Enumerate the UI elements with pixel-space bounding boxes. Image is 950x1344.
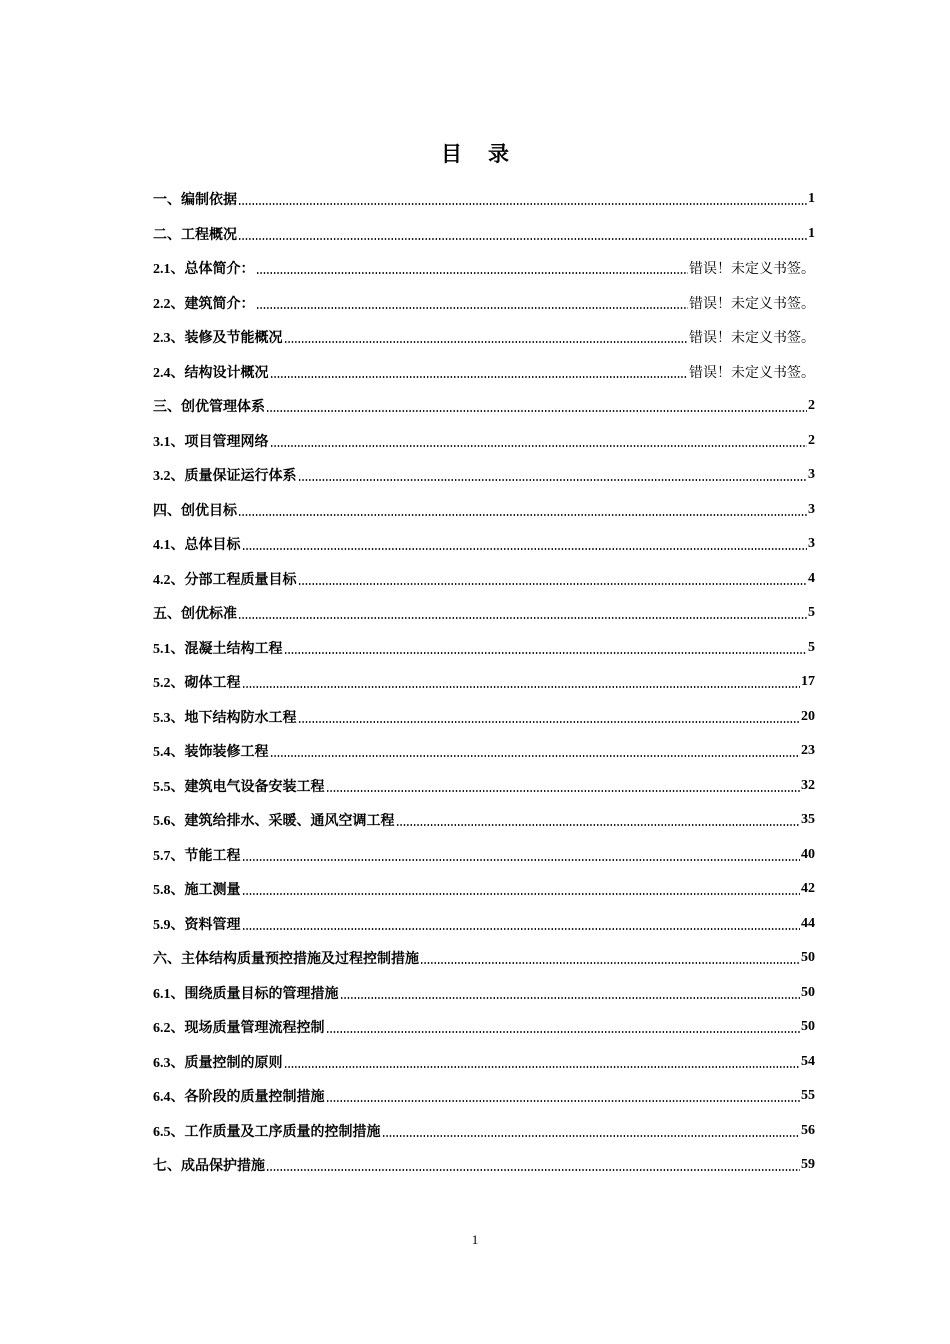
toc-dot-leader xyxy=(326,1031,801,1033)
toc-dot-leader xyxy=(270,376,689,378)
toc-entry-label: 4.1、总体目标 xyxy=(153,538,241,554)
toc-entry-page: 5 xyxy=(808,639,815,655)
toc-entry-label: 5.2、砌体工程 xyxy=(153,676,241,692)
toc-dot-leader xyxy=(242,859,801,861)
toc-entry-label: 5.9、资料管理 xyxy=(153,917,241,933)
toc-dot-leader xyxy=(270,445,808,447)
toc-entry-label: 5.1、混凝土结构工程 xyxy=(153,641,283,657)
toc-entry[interactable] xyxy=(153,700,815,735)
toc-dot-leader xyxy=(266,410,807,412)
toc-entry-page: 55 xyxy=(801,1088,815,1104)
toc-entry-bookmark-error: 错误！未定义书签。 xyxy=(689,365,815,381)
toc-entry-label: 3.2、质量保证运行体系 xyxy=(153,469,297,485)
toc-entry[interactable] xyxy=(153,907,815,942)
toc-entry-page: 42 xyxy=(801,881,815,897)
toc-entry-page: 50 xyxy=(801,1019,815,1035)
toc-entry-page: 4 xyxy=(808,570,815,586)
toc-entry[interactable] xyxy=(153,458,815,493)
toc-entry-label: 六、主体结构质量预控措施及过程控制措施 xyxy=(153,952,419,968)
toc-entry-label: 5.6、建筑给排水、采暖、通风空调工程 xyxy=(153,814,395,830)
toc-entry-page: 2 xyxy=(808,432,815,448)
toc-entry[interactable] xyxy=(153,527,815,562)
toc-entry[interactable] xyxy=(153,182,815,217)
toc-entry[interactable] xyxy=(153,320,815,355)
toc-dot-leader xyxy=(242,928,801,930)
toc-entry-label: 4.2、分部工程质量目标 xyxy=(153,572,297,588)
toc-entry-bookmark-error: 错误！未定义书签。 xyxy=(689,262,815,278)
toc-dot-leader xyxy=(266,1169,800,1171)
toc-dot-leader xyxy=(298,479,808,481)
toc-entry-label: 四、创优目标 xyxy=(153,503,237,519)
toc-entry[interactable] xyxy=(153,1010,815,1045)
toc-entry-label: 6.1、围绕质量目标的管理措施 xyxy=(153,986,339,1002)
toc-entry-label: 5.3、地下结构防水工程 xyxy=(153,710,297,726)
toc-entry[interactable] xyxy=(153,217,815,252)
toc-entry[interactable] xyxy=(153,1045,815,1080)
toc-entry[interactable] xyxy=(153,1148,815,1183)
toc-entry-label: 6.5、工作质量及工序质量的控制措施 xyxy=(153,1124,381,1140)
toc-entry-label: 2.4、结构设计概况 xyxy=(153,365,269,381)
toc-dot-leader xyxy=(242,548,808,550)
toc-entry[interactable] xyxy=(153,493,815,528)
toc-entry-label: 2.2、建筑简介： xyxy=(153,296,255,312)
toc-entry-page: 5 xyxy=(808,605,815,621)
toc-entry[interactable] xyxy=(153,355,815,390)
toc-dot-leader xyxy=(284,341,689,343)
page-number: 1 xyxy=(471,1232,479,1247)
toc-entry-label: 6.2、现场质量管理流程控制 xyxy=(153,1021,325,1037)
toc-entry-page: 3 xyxy=(808,501,815,517)
toc-entry-bookmark-error: 错误！未定义书签。 xyxy=(689,296,815,312)
toc-dot-leader xyxy=(298,583,808,585)
page-title: 目录 xyxy=(441,142,535,166)
toc-entry[interactable] xyxy=(153,803,815,838)
toc-dot-leader xyxy=(238,238,807,240)
toc-dot-leader xyxy=(256,272,689,274)
toc-entry-page: 2 xyxy=(808,398,815,414)
toc-entry[interactable] xyxy=(153,286,815,321)
toc-entry[interactable] xyxy=(153,838,815,873)
toc-entry[interactable] xyxy=(153,596,815,631)
toc-entry-page: 32 xyxy=(801,777,815,793)
toc-entry[interactable] xyxy=(153,562,815,597)
toc-entry-page: 44 xyxy=(801,915,815,931)
table-of-contents xyxy=(153,182,815,1183)
toc-dot-leader xyxy=(284,652,808,654)
toc-entry-label: 七、成品保护措施 xyxy=(153,1159,265,1175)
toc-entry[interactable] xyxy=(153,769,815,804)
toc-dot-leader xyxy=(340,997,801,999)
toc-entry[interactable] xyxy=(153,734,815,769)
toc-entry-label: 五、创优标准 xyxy=(153,607,237,623)
toc-entry-page: 17 xyxy=(801,674,815,690)
toc-entry-page: 50 xyxy=(801,984,815,1000)
toc-dot-leader xyxy=(298,721,801,723)
toc-entry-label: 三、创优管理体系 xyxy=(153,400,265,416)
toc-dot-leader xyxy=(256,307,689,309)
toc-entry-label: 5.5、建筑电气设备安装工程 xyxy=(153,779,325,795)
toc-entry[interactable] xyxy=(153,251,815,286)
toc-dot-leader xyxy=(242,686,801,688)
toc-entry[interactable] xyxy=(153,976,815,1011)
toc-dot-leader xyxy=(238,514,807,516)
toc-dot-leader xyxy=(326,1100,801,1102)
toc-entry[interactable] xyxy=(153,665,815,700)
toc-entry-label: 一、编制依据 xyxy=(153,193,237,209)
toc-entry-page: 20 xyxy=(801,708,815,724)
toc-dot-leader xyxy=(238,203,807,205)
toc-dot-leader xyxy=(242,893,801,895)
toc-entry-page: 50 xyxy=(801,950,815,966)
toc-entry-page: 54 xyxy=(801,1053,815,1069)
toc-entry-label: 2.3、装修及节能概况 xyxy=(153,331,283,347)
toc-entry-page: 3 xyxy=(808,536,815,552)
toc-entry-bookmark-error: 错误！未定义书签。 xyxy=(689,331,815,347)
toc-entry[interactable] xyxy=(153,872,815,907)
toc-entry[interactable] xyxy=(153,631,815,666)
toc-dot-leader xyxy=(396,824,801,826)
toc-entry[interactable] xyxy=(153,424,815,459)
toc-entry-page: 40 xyxy=(801,846,815,862)
toc-entry-page: 59 xyxy=(801,1157,815,1173)
toc-dot-leader xyxy=(284,1066,801,1068)
toc-dot-leader xyxy=(238,617,807,619)
toc-entry-label: 3.1、项目管理网络 xyxy=(153,434,269,450)
toc-entry-label: 6.3、质量控制的原则 xyxy=(153,1055,283,1071)
toc-entry-page: 1 xyxy=(808,191,815,207)
toc-entry-label: 5.4、装饰装修工程 xyxy=(153,745,269,761)
toc-entry-label: 2.1、总体简介： xyxy=(153,262,255,278)
toc-dot-leader xyxy=(326,790,801,792)
toc-entry[interactable] xyxy=(153,1079,815,1114)
toc-entry-page: 56 xyxy=(801,1122,815,1138)
toc-entry[interactable] xyxy=(153,389,815,424)
toc-dot-leader xyxy=(382,1135,801,1137)
toc-entry-page: 3 xyxy=(808,467,815,483)
toc-entry-label: 5.7、节能工程 xyxy=(153,848,241,864)
toc-entry-page: 23 xyxy=(801,743,815,759)
toc-entry-page: 1 xyxy=(808,225,815,241)
toc-entry-label: 6.4、各阶段的质量控制措施 xyxy=(153,1090,325,1106)
toc-dot-leader xyxy=(270,755,801,757)
toc-entry[interactable] xyxy=(153,941,815,976)
toc-dot-leader xyxy=(420,962,800,964)
toc-entry-page: 35 xyxy=(801,812,815,828)
toc-entry-label: 二、工程概况 xyxy=(153,227,237,243)
toc-entry-label: 5.8、施工测量 xyxy=(153,883,241,899)
toc-entry[interactable] xyxy=(153,1114,815,1149)
